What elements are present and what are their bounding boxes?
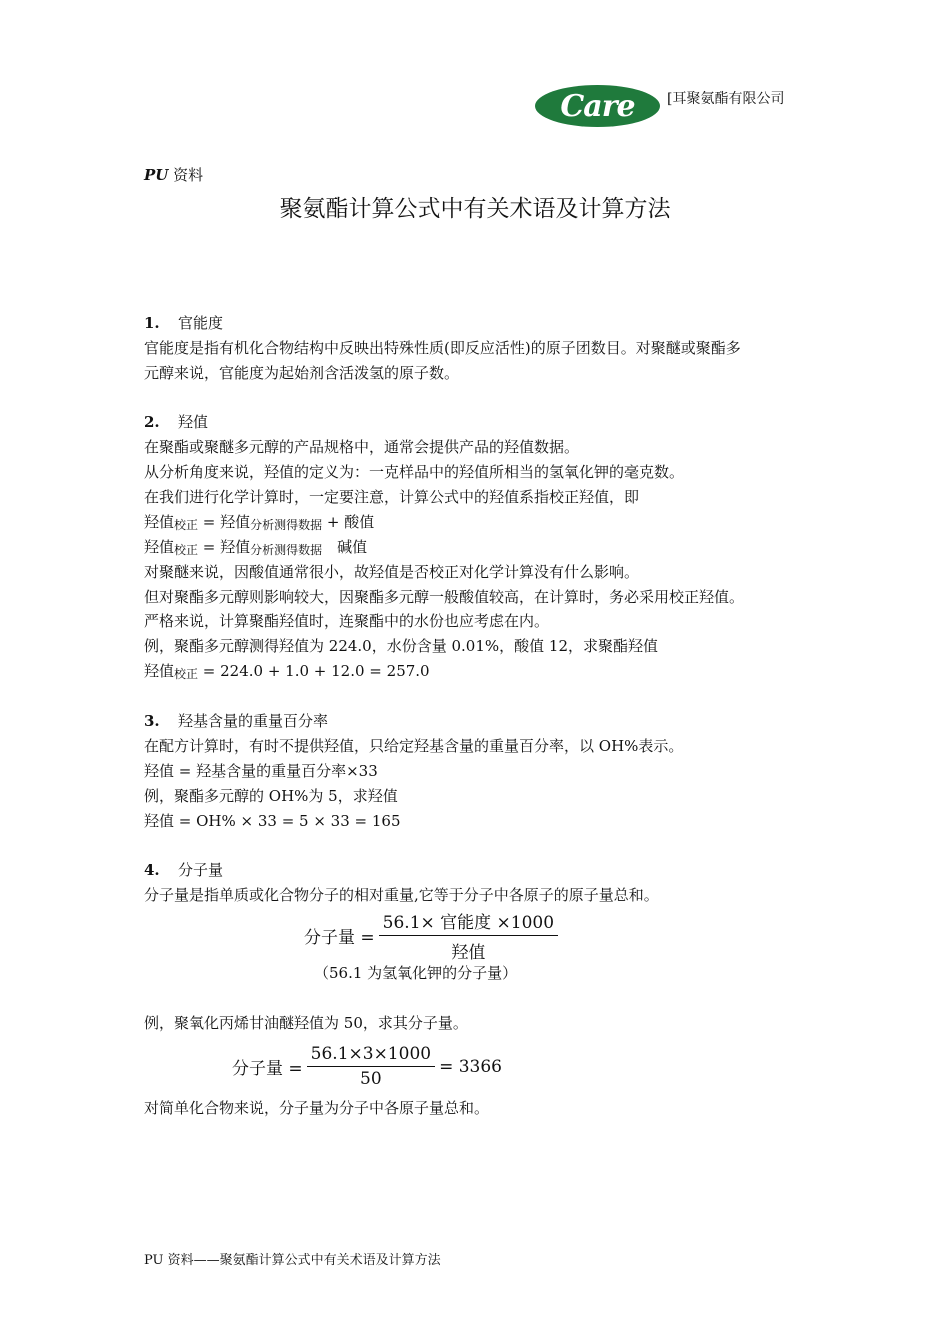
formula-text: 羟值 [144,662,175,680]
formula-text: 羟值 [144,538,175,556]
company-name: [耳聚氨酯有限公司 [667,91,785,107]
paragraph: 官能度是指有机化合物结构中反映出特殊性质(即反应活性)的原子团数目。对聚醚或聚酯多 [144,339,741,357]
formula-lhs: 分子量 = [304,928,375,948]
paragraph: 分子量是指单质或化合物分子的相对重量,它等于分子中各原子的原子量总和。 [144,886,659,904]
paragraph: 例，聚氧化丙烯甘油醚羟值为 50，求其分子量。 [144,1014,468,1032]
formula-subscript: 校正 [174,518,199,532]
formula-result: = 3366 [439,1056,502,1077]
section-number: 1. [144,314,160,332]
section-2-heading [144,413,208,431]
formula-lhs: 分子量 = [232,1059,303,1079]
section-3-heading [144,712,328,730]
paragraph: 严格来说，计算聚酯羟值时，连聚酯中的水份也应考虑在内。 [144,612,550,630]
paragraph: 在聚酯或聚醚多元醇的产品规格中，通常会提供产品的羟值数据。 [144,438,580,456]
page-footer: PU 资料——聚氨酯计算公式中有关术语及计算方法 [144,1253,441,1268]
formula-text: + 酸值 [322,513,375,531]
paragraph: 但对聚酯多元醇则影响较大，因聚酯多元醇一般酸值较高，在计算时，务必采用校正羟值。 [144,588,745,606]
tag-rest: 资料 [168,166,204,184]
paragraph: 在我们进行化学计算时，一定要注意，计算公式中的羟值系指校正羟值，即 [144,488,640,506]
formula-text: 羟值 [144,513,175,531]
formula-text: = 224.0 + 1.0 + 12.0 = 257.0 [198,662,430,680]
formula-subscript: 分析测得数据 [250,518,323,532]
section-title: 分子量 [178,861,224,879]
formula-line: 羟值 = OH% × 33 = 5 × 33 = 165 [144,812,401,830]
logo-text: Care [560,88,635,124]
formula-subscript: 校正 [174,543,199,557]
paragraph: 例，聚酯多元醇测得羟值为 224.0，水份含量 0.01%，酸值 12，求聚酯羟值 [144,637,658,655]
section-4-heading [144,861,223,879]
formula-line [144,538,367,559]
paragraph: 在配方计算时，有时不提供羟值，只给定羟基含量的重量百分率，以 OH%表示。 [144,737,684,755]
formula-subscript: 校正 [174,667,199,681]
formula-line [144,513,374,534]
formula-text: 碱值 [322,538,368,556]
section-number: 2. [144,413,160,431]
paragraph: 例，聚酯多元醇的 OH%为 5，求羟值 [144,787,398,805]
formula-line [144,662,430,683]
section-1-heading [144,314,223,332]
paragraph: 元醇来说，官能度为起始剂含活泼氢的原子数。 [144,364,460,382]
section-title: 官能度 [178,314,224,332]
molecular-weight-formula [304,908,562,963]
formula-text: = 羟值 [198,538,251,556]
tag-bold: PU [144,166,169,184]
section-number: 4. [144,861,160,879]
formula-note: （56.1 为氢氧化钾的分子量） [314,964,518,982]
fraction-denominator: 羟值 [451,943,486,963]
fraction-numerator: 56.1×3×1000 [307,1044,435,1067]
page-title: 聚氨酯计算公式中有关术语及计算方法 [279,196,671,222]
section-number: 3. [144,712,160,730]
paragraph: 从分析角度来说，羟值的定义为：一克样品中的羟值所相当的氢氧化钾的毫克数。 [144,463,685,481]
section-title: 羟基含量的重量百分率 [178,712,329,730]
fraction [307,1044,435,1089]
fraction [379,908,558,963]
formula-text: = 羟值 [198,513,251,531]
formula-line: 羟值 = 羟基含量的重量百分率×33 [144,762,378,780]
company-logo [535,85,660,127]
example-formula [232,1044,502,1089]
paragraph: 对聚醚来说，因酸值通常很小，故羟值是否校正对化学计算没有什么影响。 [144,563,640,581]
paragraph: 对简单化合物来说，分子量为分子中各原子量总和。 [144,1099,490,1117]
fraction-denominator: 50 [360,1069,382,1089]
formula-subscript: 分析测得数据 [250,543,323,557]
section-title: 羟值 [178,413,209,431]
fraction-numerator: 56.1× 官能度 ×1000 [379,908,558,936]
document-tag [144,164,203,185]
